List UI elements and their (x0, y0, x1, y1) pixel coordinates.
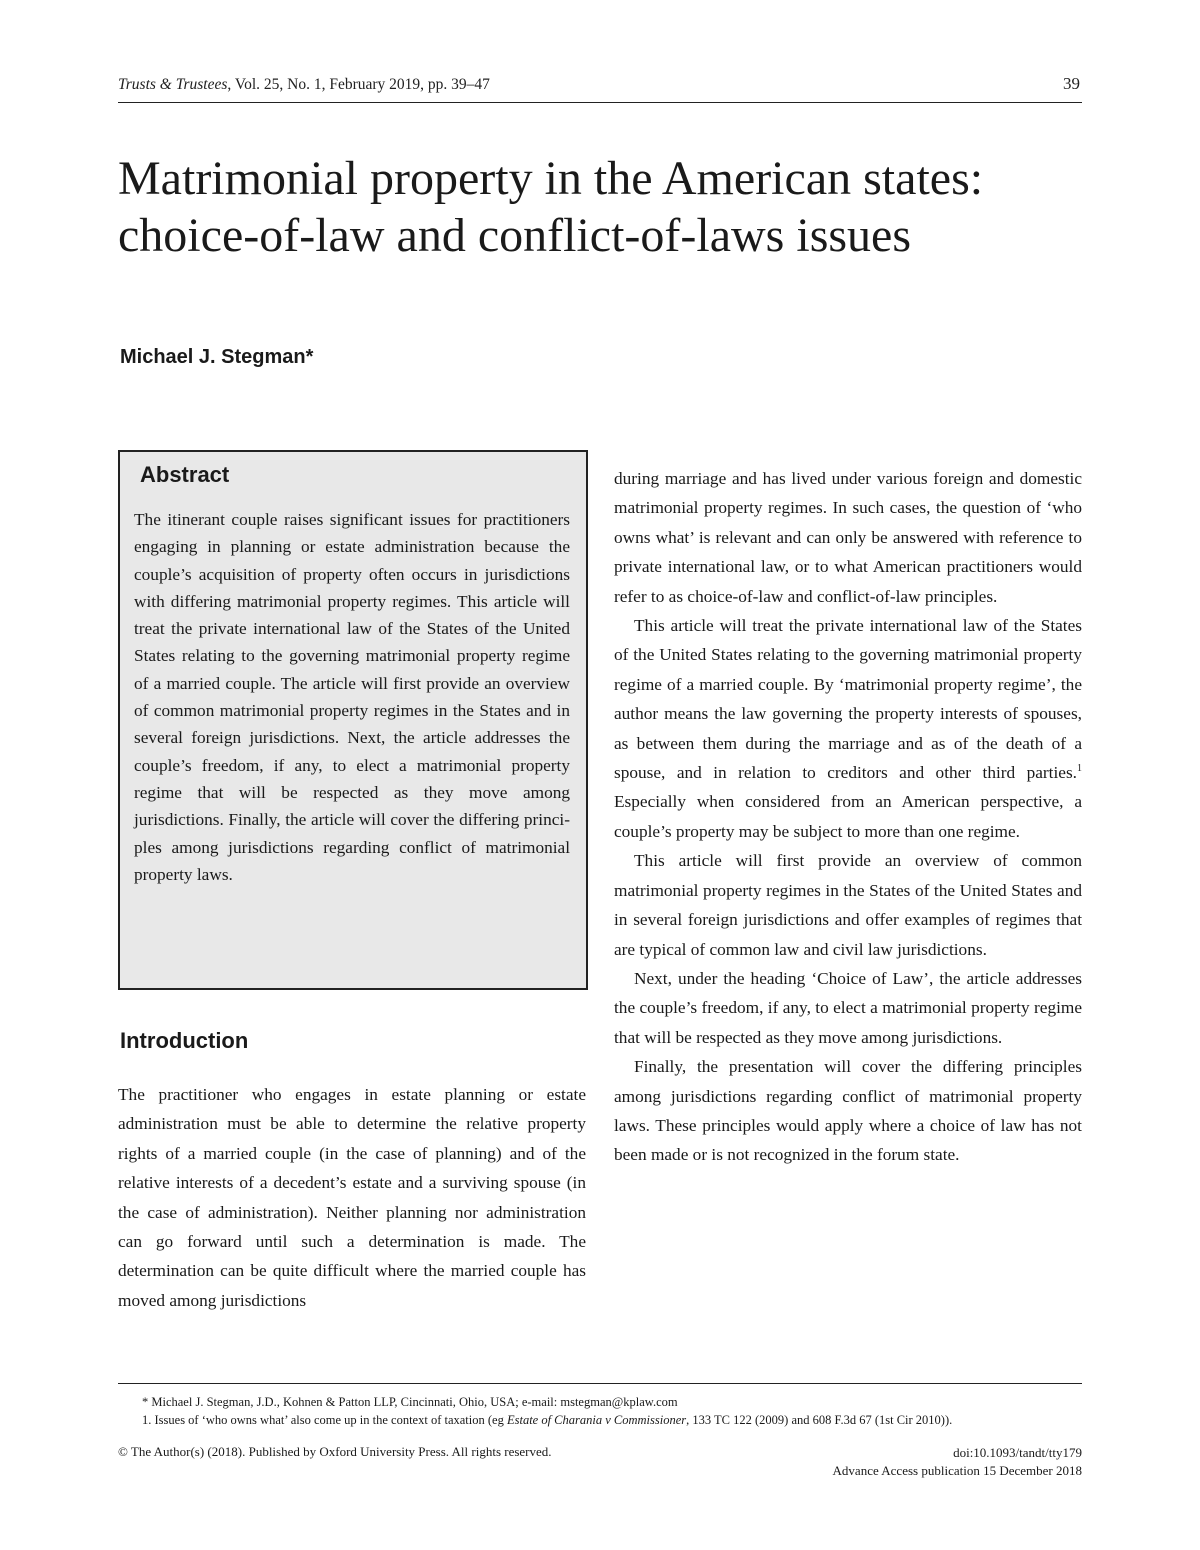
footnote-1 (118, 1411, 1082, 1429)
author-footnote: * Michael J. Stegman, J.D., Kohnen & Patton LLP, Cincinnati, Ohio, USA; e-mail: mstegman@kplaw.com (142, 1395, 678, 1409)
right-column (614, 464, 1082, 1170)
intro-paragraph-left: The practitioner who engages in estate planning or estate administration must be able to determine the relative property rights of a married couple (in the case of planning) and of the relative interests of a decedent’s estate and a surviving spouse (in the case of administration). Neither planning nor administration can go forward until such a determination is made. The determination can be quite difficult where the married couple has moved among jurisdictions (118, 1085, 586, 1310)
journal-name: Trusts & Trustees (118, 76, 228, 93)
introduction-heading: Introduction (120, 1028, 249, 1053)
author-name: Michael J. Stegman* (120, 346, 314, 368)
article-title: Matrimonial property in the American states: choice-of-law and conflict-of-laws issues (118, 152, 984, 262)
para2-text-b: Especially when considered from an American perspective, a couple’s property may be subject to more than one regime. (614, 792, 1082, 841)
running-header (118, 74, 1082, 103)
intro-paragraph-right-3: This article will first provide an overview of common matrimonial property regimes in the States of the United States and in several foreign jurisdictions and offer examples of regimes that are typical of common law and civil law jurisdictions. (614, 851, 1082, 959)
para2-text-a: This article will treat the private international law of the States of the United States relating to the governing matrimonial property regime of a married couple. By ‘matrimonial property regime’, the author means the law governing the property interests of spouses, as between them during the marriage and as of the death of a spouse, and in relation to creditors and other third parties. (614, 616, 1082, 783)
journal-details: , Vol. 25, No. 1, February 2019, pp. 39–47 (227, 76, 490, 93)
intro-paragraph-right-1: during marriage and has lived under various foreign and domestic matrimonial property regimes. In such cases, the question of ‘who owns what’ is relevant and can only be answered with reference to private international law, or to what American practitioners would refer to as choice-of-law and conflict-of-law principles. (614, 469, 1082, 606)
footnote-1-suffix: , 133 TC 122 (2009) and 608 F.3d 67 (1st Cir 2010)). (686, 1413, 953, 1427)
copyright-notice: © The Author(s) (2018). Published by Oxford University Press. All rights reserved. (118, 1444, 552, 1459)
footnote-divider (118, 1383, 1082, 1384)
advance-access: Advance Access publication 15 December 2018 (832, 1463, 1082, 1478)
intro-paragraph-right-5: Finally, the presentation will cover the differing principles among jurisdictions regarding conflict of matrimonial property laws. These principles would apply where a choice of law has not been made or is not recognized in the forum state. (614, 1057, 1082, 1165)
left-column (118, 1080, 586, 1315)
intro-paragraph-right-2 (614, 611, 1082, 846)
abstract-text: The itinerant couple raises significant issues for practitioners engaging in planning or estate administration because the couple’s acquisition of property often occurs in jurisdictions with differing matrimonial property regimes. This article will treat the private international law of the States of the United States relating to the governing matrimonial property regime of a married couple. The article will first provide an overview of common matrimonial property regimes in the States and in several foreign jurisdictions. Next, the article addresses the couple’s freedom, if any, to elect a matrimonial property regime that will be respected as they move among jurisdictions. Finally, the article will cover the differing principles among jurisdictions regarding conflict of matrimonial property laws. (134, 510, 570, 884)
journal-citation (118, 76, 490, 94)
footnote-ref-1[interactable]: 1 (1077, 763, 1082, 775)
footnotes (118, 1393, 1082, 1429)
page-number: 39 (1063, 74, 1080, 93)
footnote-1-prefix: 1. Issues of ‘who owns what’ also come up in the context of taxation (eg (142, 1413, 507, 1427)
abstract-box (118, 450, 588, 990)
abstract-heading: Abstract (140, 462, 230, 487)
publication-info (833, 1444, 1082, 1480)
footnote-1-case: Estate of Charania v Commissioner (506, 1413, 687, 1427)
intro-paragraph-right-4: Next, under the heading ‘Choice of Law’, the article addresses the couple’s freedom, if any, to elect a matrimonial property regime that will be respected as they move among jurisdictions. (614, 968, 1082, 1047)
doi-link[interactable]: doi:10.1093/tandt/tty179 (953, 1445, 1082, 1460)
